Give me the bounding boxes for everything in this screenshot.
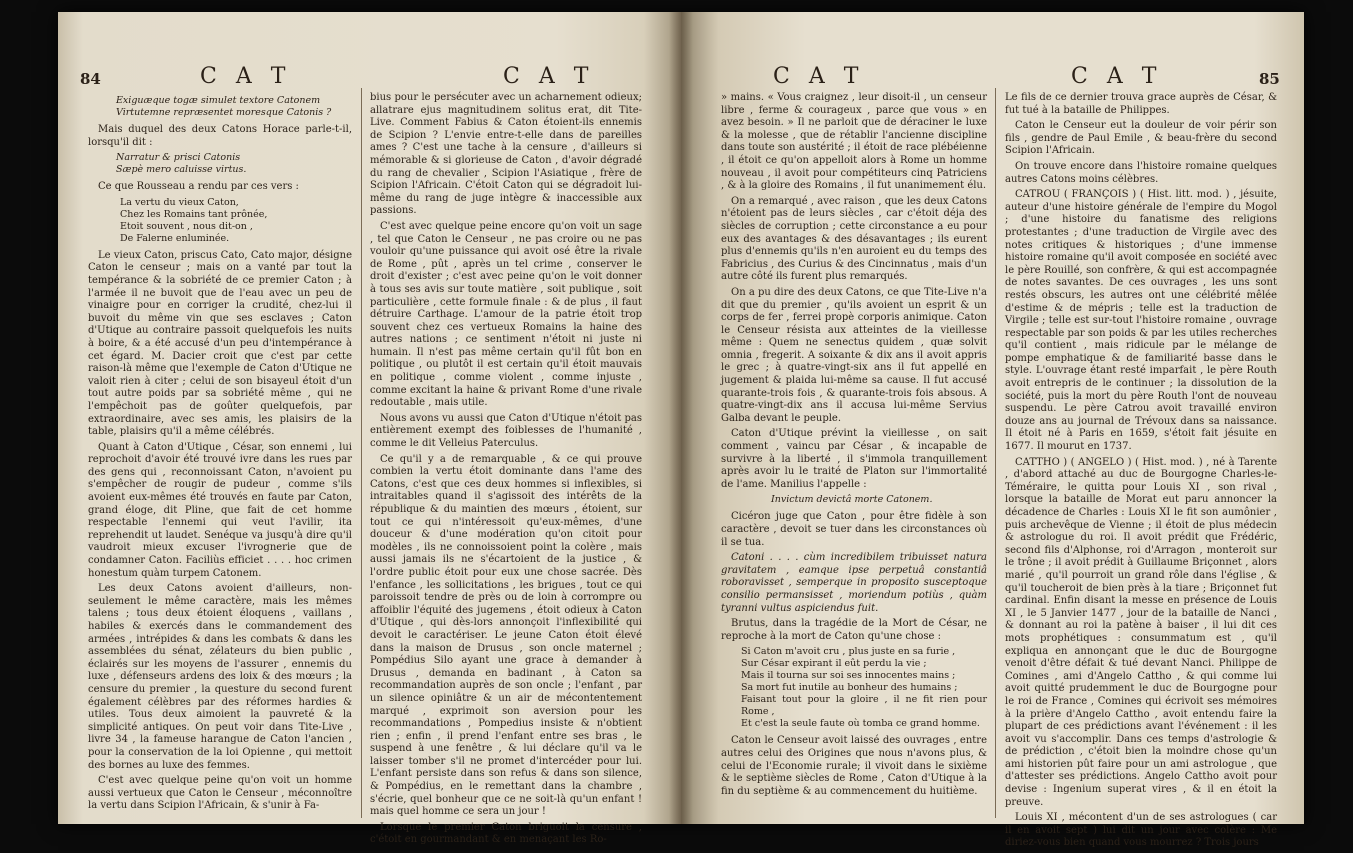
paragraph: Caton le Censeur avoit laissé des ouvrages , entre autres celui des Origines que nous n'avons plus, & celui de l'Economie rurale; il vivoit dans le sixième & le septième siècles de Rome , Caton d'Utique à la fin du septième & au commencement du huitième. (721, 735, 987, 797)
paragraph: C'est avec quelque peine qu'on voit un homme aussi vertueux que Caton le Censeur , méconnoître la vertu dans Scipion l'Africain, & s'unir à Fa- (88, 775, 352, 812)
text-column-1 (88, 92, 352, 816)
paragraph: Mais duquel des deux Catons Horace parle-t-il, lorsqu'il dit : (88, 124, 352, 148)
paragraph: CATROU ( FRANÇOIS ) ( Hist. litt. mod. ) , jésuite, auteur d'une histoire générale de l'empire du Mogol ; d'une histoire du fanatisme des religions protestantes ; d'une traduction de Virgile avec des notes critiques & historiques ; d'une immense histoire romaine qu'il avoit composée en société avec le père Rouillé, son confrère, & qui est accompagnée de notes savantes. De ces ouvrages , les uns sont restés obscurs, les autres ont une célébrité mêlée d'estime & de mépris ; telle est la traduction de Virgile ; telle est sur-tout l'histoire romaine , ouvrage respectable par son poids & par les utiles recherches qu'il contient , mais ridicule par le mélange de pompe emphatique & de familiarité basse dans le style. L'ouvrage étant resté imparfait , le père Routh avoit entrepris de le continuer ; la dissolution de la société, puis la mort du père Routh l'ont de nouveau suspendu. Le père Catrou avoit travaillé environ douze ans au journal de Trévoux dans sa naissance. Il étoit né à Paris en 1659, s'étoit fait jésuite en 1677. Il mourut en 1737. (1005, 189, 1277, 453)
paragraph: Ce que Rousseau a rendu par ces vers : (98, 181, 299, 193)
page-number: 84 (80, 70, 101, 88)
text-column-1 (721, 92, 987, 801)
paragraph: Les deux Catons avoient d'ailleurs, non-seulement le même caractère, mais les mêmes talens ; tous deux étoient éloquens , vaillans , habiles & exercés dans le commandement des armées , intrépides & dans les combats & dans les assemblées du sénat, zélateurs du bien public , éclairés sur les moyens de l'assurer , ennemis du luxe , défenseurs ardens des loix & des mœurs ; la censure du premier , la questure du second furent également célèbres par des réformes hardies & utiles. Tous deux aimoient la pauvreté & la simplicité antiques. On peut voir dans Tite-Live , livre 34 , la fameuse harangue de Caton l'ancien , pour la conservation de la loi Opienne , qui mettoit des bornes au luxe des femmes. (88, 583, 352, 771)
column-rule (361, 88, 362, 818)
paragraph: bius pour le persécuter avec un acharnement odieux; allatrare ejus magnitudinem solitus erat, dit Tite-Live. Comment Fabius & Caton étoient-ils ennemis de Scipion ? L'envie entre-t-elle dans de pareilles ames ? C'est une tache à la censure , d'ailleurs si mémorable & si glorieuse de Caton , d'avoir dégradé du rang de chevalier , Scipion l'Asiatique , frère de Scipion l'Africain. C'étoit Caton qui se dégradoit lui-même du rang de juge intègre & inaccessible aux passions. (370, 92, 642, 217)
paragraph: C'est avec quelque peine encore qu'on voit un sage , tel que Caton le Censeur , ne pas croire ou ne pas vouloir qu'une puissance qui avoit osé être la rivale de Rome , pût , après un tel crime , conserver le droit d'exister ; c'est avec peine qu'on le voit donner à tous ses avis sur toute matière , soit publique , soit particulière , cette formule finale : & de plus , il faut détruire Carthage. L'amour de la patrie étoit trop souvent chez ces vertueux Romains la haine des autres nations ; ce sentiment n'étoit ni juste ni humain. Il n'est pas même certain qu'il fût bon en politique , ou plutôt il est certain qu'il étoit mauvais en politique , comme violent , comme injuste , comme excitant la haine & privant Rome d'une rivale redoutable , mais utile. (370, 220, 642, 409)
paragraph: On trouve encore dans l'histoire romaine quelques autres Catons moins célèbres. (1005, 160, 1277, 185)
paragraph: Le vieux Caton, priscus Cato, Cato major, désigne Caton le censeur ; mais on a vanté par tout la tempérance & la sobriété de ce premier Caton ; à l'armée il ne buvoit que de l'eau avec un peu de vinaigre pour en corriger la crudité, chez-lui il buvoit du même vin que ses esclaves ; Caton d'Utique au contraire passoit quelquefois les nuits à boire, & a été accusé d'un peu d'intempérance à cet égard. M. Dacier croit que c'est par cette raison-là même que l'exemple de Caton d'Utique ne valoit rien à citer ; celui de son bisayeul étoit d'un tout autre poids par sa sobriété même , qui ne l'empêchoit pas de goûter quelquefois, par extraordinaire, avec ses amis, les plaisirs de la table, plaisirs qu'il a même célébrés. (88, 249, 352, 438)
running-head: C A T (773, 64, 865, 89)
verse-quote: Si Caton m'avoit cru , plus juste en sa furie , Sur César expirant il eût perdu la vie ; Mais il tourna sur soi ses innocentes mains ; Sa mort fut inutile au bonheur des humains ; Faisant tout pour la gloire , il ne fit rien pour Rome , Et c'est la seule faute où tomba ce grand homme. (741, 646, 987, 730)
paragraph: Ce qu'il y a de remarquable , & ce qui prouve combien la vertu étoit dominante dans l'ame des Catons, c'est que ces deux hommes si inflexibles, si intraitables quand il s'agissoit des intérêts de la république & du maintien des mœurs , étoient, sur tout ce qui n'intéressoit qu'eux-mêmes, d'une douceur & d'une modération qu'on citoit pour modèles , ils ne connoissoient point la colère , mais aussi jamais ils ne s'écartoient de la justice , & l'ordre public étoit pour eux une chose sacrée. Dès l'enfance , les sollicitations , les brigues , tout ce qui paroissoit tendre de près ou de loin à corrompre ou affoiblir l'équité des jugemens , étoit odieux à Caton d'Utique , qui dès-lors annonçoit l'inflexibilité qui devoit le caractériser. Le jeune Caton étoit élevé dans la maison de Drusus , son oncle maternel ; Pompédius Silo ayant une grace à demander à Drusus , demanda en badinant , à Caton sa recommandation auprès de son oncle ; l'enfant , par un silence opiniâtre & un air de mécontentement marqué , exprimoit son aversion pour les recommandations , Pompedius insiste & n'obtient rien ; enfin , il prend l'enfant entre ses bras , le suspend à une fenêtre , & lui déclare qu'il va le laisser tomber s'il ne promet d'intercéder pour lui. L'enfant persiste dans son refus & dans son silence, & Pompédius, en le remettant dans la chambre , s'écrie, quel bonheur que ce ne soit-là qu'un enfant ! mais quel homme ce sera un jour ! (370, 453, 642, 818)
paragraph: Cicéron juge que Caton , pour être fidèle à son caractère , devoit se tuer dans les circonstances où il se tua. (721, 511, 987, 548)
book-spread (58, 12, 1304, 849)
paragraph: On a pu dire des deux Catons, ce que Tite-Live n'a dit que du premier , qu'ils avoient un esprit & un corps de fer , ferrei propè corporis animique. Caton le Censeur résista aux atteintes de la vieillesse même : Quem ne senectus quidem , quæ solvit omnia , fregerit. A soixante & dix ans il avoit appris le grec ; à quatre-vingt-six ans il fut appellé en jugement & plaida lui-même sa cause. Il fut accusé quarante-trois fois , & quarante-trois fois absous. A quatre-vingt-dix ans il accusa lui-même Servius Galba devant le peuple. (721, 286, 987, 424)
text-column-2 (1005, 92, 1277, 853)
running-head: C A T (1071, 64, 1163, 89)
paragraph: Caton le Censeur eut la douleur de voir périr son fils , gendre de Paul Emile , & beau-frère du second Scipion l'Africain. (1005, 120, 1277, 157)
paragraph: Nous avons vu aussi que Caton d'Utique n'étoit pas entièrement exempt des foiblesses de l'humanité , comme le dit Velleius Paterculus. (370, 412, 642, 450)
paragraph: CATTHO ) ( ANGELO ) ( Hist. mod. ) , né à Tarente , d'abord attaché au duc de Bourgogne Charles-le-Téméraire, le quitta pour Louis XI , son rival , lorsque la bataille de Morat eut paru annoncer la décadence de Charles : Louis XI le fit son aumônier , puis archevêque de Vienne ; il étoit de plus médecin & astrologue du roi. Il avoit prédit que Frédéric, second fils d'Alphonse, roi d'Arragon , monteroit sur le trône ; il avoit prédit à Guillaume Briçonnet , alors marié , qu'il pourroit un grand rôle dans l'église , & qu'il toucheroit de bien près à la tiare ; Briçonnet fut cardinal. Enfin disant la messe en présence de Louis XI , le 5 Janvier 1477 , jour de la bataille de Nanci , & donnant au roi la patène à baiser , il lui dit ces mots prophétiques : consummatum est , qu'il expliqua en annonçant que le duc de Bourgogne venoit d'être défait & tué devant Nanci. Philippe de Comines , ami d'Angelo Cattho , & qui comme lui avoit quitté prudemment le duc de Bourgogne pour le roi de France , Comines qui écrivoit ses mémoires à la prière d'Angelo Cattho , avoit entendu faire la plupart de ces prédictions avant l'événement : il les avoit vu s'accomplir. Dans ces temps d'astrologie & de prédiction , c'étoit bien la moindre chose qu'un ami historien pût faire pour un ami astrologue , que d'attester ses prédictions. Angelo Cattho avoit pour devise : Ingenium superat vires , & il en étoit la preuve. (1005, 456, 1277, 808)
verse-quote: Exiguæque togæ simulet textore Catonem Virtutemne repræsentet moresque Catonis ? (116, 95, 332, 118)
text-column-2 (370, 92, 642, 850)
paragraph: Louis XI , mécontent d'un de ses astrologues ( car il en avoit sept ) lui dit un jour avec colère : Me diriez-vous bien quand vous mourrez ? Trois jours (1005, 812, 1277, 849)
right-page (681, 12, 1304, 849)
verse-quote: La vertu du vieux Caton, Chez les Romains tant prônée, Etoit souvent , nous dit-on , De Falerne enluminée. (120, 196, 268, 244)
paragraph: Brutus, dans la tragédie de la Mort de César, ne reproche à la mort de Caton qu'une chose : (721, 618, 987, 642)
paragraph: On a remarqué , avec raison , que les deux Catons n'étoient pas de leurs siècles , car c'étoit déja des siècles de corruption ; cette circonstance a eu pour eux des avantages & des désavantages ; ils eurent plus d'ennemis qu'ils n'en auroient eu du temps des Fabricius , des Curius & des Cincinnatus , mais d'un autre côté ils furent plus remarqués. (721, 195, 987, 283)
paragraph: » mains. « Vous craignez , leur disoit-il , un censeur libre , ferme & courageux , parce que vous » en avez besoin. » Il ne parloit que de déraciner le luxe & la molesse , que de rétablir l'ancienne discipline dans toute son austérité ; il étoit de race plébéienne , il étoit ce qu'on appelloit alors à Rome un homme nouveau , il avoit pour compétiteurs cinq Patriciens , & à la gloire des Romains , il fut unanimement élu. (721, 92, 987, 192)
page-number: 85 (1259, 70, 1280, 88)
verse-quote: Invictum devictâ morte Catonem. (771, 494, 933, 506)
left-page (58, 12, 681, 846)
paragraph: Caton d'Utique prévint la vieillesse , on sait comment , vaincu par César , & incapable de survivre à la liberté , il s'immola tranquillement après avoir lu le traité de Platon sur l'immortalité de l'ame. Manilius l'appelle : (721, 428, 987, 490)
paragraph: Catoni . . . . cùm incredibilem tribuisset natura gravitatem , eamque ipse perpetuâ constantiâ roboravisset , semperque in proposito susceptoque consilio permansisset , moriendum potiùs , quàm tyranni vultus aspiciendus fuit. (721, 552, 987, 614)
running-head: C A T (200, 64, 292, 89)
column-rule (995, 88, 996, 818)
paragraph: Quant à Caton d'Utique , César, son ennemi , lui reprochoit d'avoir été trouvé ivre dans les rues par des gens qui , reconnoissant Caton, n'avoient pu s'empêcher de rougir de pudeur , comme s'ils avoient eux-mêmes été trouvés en faute par Caton, grand éloge, dit Pline, que fait de cet homme respectable l'ennemi qui veut l'avilir, ita reprehendit ut laudet. Senéque va jusqu'à dire qu'il vaudroit mieux excuser l'ivrognerie que de condamner Caton. Faciliùs efficiet . . . . hoc crimen honestum quàm turpem Catonem. (88, 441, 352, 579)
verse-quote: Narratur & prisci Catonis Sæpè mero caluisse virtus. (116, 152, 247, 176)
paragraph: Lorsque le premier Caton briguoit la censure , c'étoit en gourmandant & en menaçant les Ro- (370, 821, 642, 846)
paragraph: Le fils de ce dernier trouva grace auprès de César, & fut tué à la bataille de Philippes. (1005, 92, 1277, 116)
running-head: C A T (503, 64, 595, 89)
